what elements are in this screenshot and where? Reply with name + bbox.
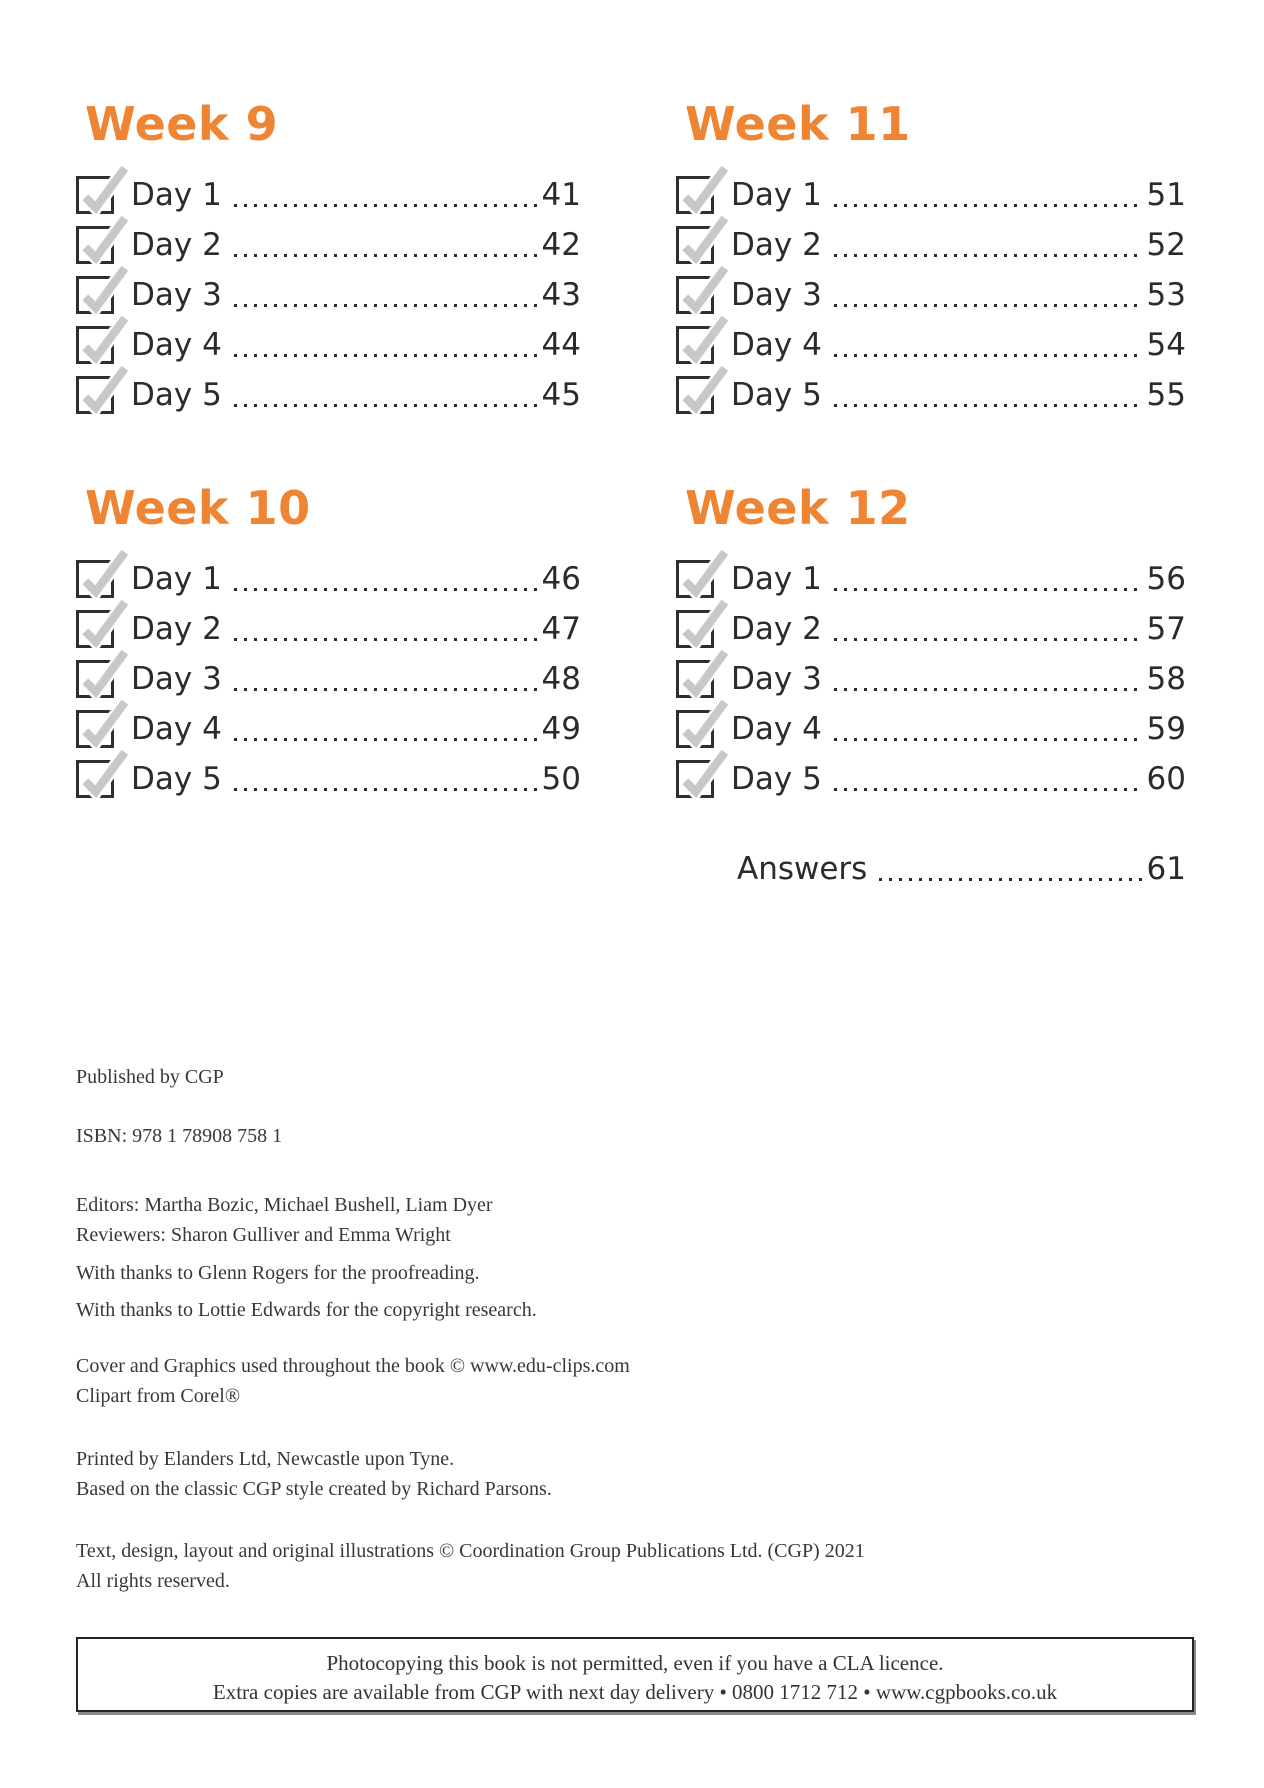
day-label: Day 2 xyxy=(731,227,822,263)
dotted-leader xyxy=(234,354,537,358)
checkbox xyxy=(676,560,714,598)
checkbox xyxy=(676,710,714,748)
dotted-leader xyxy=(834,788,1142,792)
extra-copies-line: Extra copies are available from CGP with next day delivery • 0800 1712 712 • www.cgpbooks.co.uk xyxy=(212,1680,1058,1704)
page-number: 47 xyxy=(541,611,581,647)
check-icon xyxy=(78,264,128,314)
dotted-leader xyxy=(834,254,1142,258)
published-line: Published by CGP xyxy=(76,1066,224,1088)
checkbox xyxy=(76,610,114,648)
checkbox xyxy=(76,176,114,214)
check-icon xyxy=(678,314,728,364)
thanks-copyright-line: With thanks to Lottie Edwards for the copyright research. xyxy=(76,1299,537,1321)
week-section xyxy=(76,98,581,420)
checkbox xyxy=(676,760,714,798)
day-label: Day 1 xyxy=(131,561,222,597)
day-label: Day 4 xyxy=(131,711,222,747)
checkbox xyxy=(76,660,114,698)
rights-line: All rights reserved. xyxy=(76,1570,230,1592)
toc-row xyxy=(676,654,1186,704)
page-number: 48 xyxy=(541,661,581,697)
toc-row xyxy=(76,270,581,320)
based-on-line: Based on the classic CGP style created by Richard Parsons. xyxy=(76,1478,552,1500)
toc-row xyxy=(676,604,1186,654)
toc-row xyxy=(676,554,1186,604)
week-rows xyxy=(76,554,581,804)
toc-row xyxy=(76,370,581,420)
toc-row xyxy=(676,704,1186,754)
week-rows xyxy=(676,170,1186,420)
dotted-leader xyxy=(234,254,537,258)
dotted-leader xyxy=(234,404,537,408)
thanks-proofreading-line: With thanks to Glenn Rogers for the proofreading. xyxy=(76,1262,480,1284)
toc-row xyxy=(76,704,581,754)
day-label: Day 3 xyxy=(731,277,822,313)
toc-row xyxy=(76,604,581,654)
check-icon xyxy=(78,548,128,598)
day-label: Day 1 xyxy=(731,561,822,597)
week-section xyxy=(676,482,1186,804)
toc-column-left xyxy=(76,98,581,804)
check-icon xyxy=(678,264,728,314)
dotted-leader xyxy=(234,588,537,592)
check-icon xyxy=(678,598,728,648)
checkbox xyxy=(676,176,714,214)
cover-credit-line: Cover and Graphics used throughout the book © www.edu-clips.com xyxy=(76,1355,630,1377)
toc-row xyxy=(76,170,581,220)
page-number: 51 xyxy=(1146,177,1186,213)
check-icon xyxy=(78,698,128,748)
checkbox xyxy=(76,326,114,364)
page-number: 50 xyxy=(541,761,581,797)
page-number: 45 xyxy=(541,377,581,413)
checkbox xyxy=(676,226,714,264)
page-number: 54 xyxy=(1146,327,1186,363)
toc-row xyxy=(676,320,1186,370)
checkbox xyxy=(76,710,114,748)
day-label: Day 5 xyxy=(131,377,222,413)
dotted-leader xyxy=(234,638,537,642)
page-number: 56 xyxy=(1146,561,1186,597)
clipart-credit-line: Clipart from Corel® xyxy=(76,1385,241,1407)
check-icon xyxy=(678,164,728,214)
dotted-leader xyxy=(834,588,1142,592)
day-label: Day 3 xyxy=(131,277,222,313)
day-label: Day 2 xyxy=(131,227,222,263)
dotted-leader xyxy=(879,878,1141,882)
checkbox xyxy=(76,226,114,264)
day-label: Day 5 xyxy=(731,377,822,413)
check-icon xyxy=(78,164,128,214)
day-label: Day 4 xyxy=(731,327,822,363)
check-icon xyxy=(678,214,728,264)
page-number: 53 xyxy=(1146,277,1186,313)
dotted-leader xyxy=(234,738,537,742)
page-number: 57 xyxy=(1146,611,1186,647)
page-number: 55 xyxy=(1146,377,1186,413)
page-number: 46 xyxy=(541,561,581,597)
checkbox xyxy=(676,326,714,364)
week-title: Week 12 xyxy=(685,481,911,535)
toc-row xyxy=(676,370,1186,420)
check-icon xyxy=(78,214,128,264)
day-label: Day 3 xyxy=(131,661,222,697)
day-label: Day 2 xyxy=(131,611,222,647)
editors-line: Editors: Martha Bozic, Michael Bushell, Liam Dyer xyxy=(76,1194,493,1216)
dotted-leader xyxy=(834,404,1142,408)
dotted-leader xyxy=(234,788,537,792)
page-number: 42 xyxy=(541,227,581,263)
toc-row xyxy=(76,654,581,704)
check-icon xyxy=(678,748,728,798)
page-number: 61 xyxy=(1146,851,1186,887)
reviewers-line: Reviewers: Sharon Gulliver and Emma Wright xyxy=(76,1224,451,1246)
page-number: 52 xyxy=(1146,227,1186,263)
check-icon xyxy=(678,648,728,698)
dotted-leader xyxy=(834,304,1142,308)
day-label: Day 1 xyxy=(131,177,222,213)
page-number: 60 xyxy=(1146,761,1186,797)
checkbox xyxy=(76,560,114,598)
toc-row xyxy=(76,554,581,604)
toc-row xyxy=(76,320,581,370)
dotted-leader xyxy=(234,304,537,308)
week-section xyxy=(676,98,1186,420)
weeks-slot-left xyxy=(76,98,581,804)
page-number: 43 xyxy=(541,277,581,313)
day-label: Day 4 xyxy=(731,711,822,747)
checkbox xyxy=(676,376,714,414)
checkbox xyxy=(76,760,114,798)
checkbox xyxy=(76,276,114,314)
isbn-line: ISBN: 978 1 78908 758 1 xyxy=(76,1125,283,1147)
toc-row xyxy=(76,754,581,804)
day-label: Day 5 xyxy=(731,761,822,797)
check-icon xyxy=(78,598,128,648)
week-rows xyxy=(676,554,1186,804)
answers-row xyxy=(676,844,1186,894)
check-icon xyxy=(78,648,128,698)
page-number: 59 xyxy=(1146,711,1186,747)
toc-row xyxy=(676,270,1186,320)
dotted-leader xyxy=(834,638,1142,642)
dotted-leader xyxy=(834,204,1142,208)
day-label: Day 4 xyxy=(131,327,222,363)
weeks-slot-right xyxy=(676,98,1186,804)
day-label: Day 3 xyxy=(731,661,822,697)
day-label: Day 1 xyxy=(731,177,822,213)
photocopying-notice-box xyxy=(76,1637,1194,1712)
dotted-leader xyxy=(234,204,537,208)
week-title: Week 11 xyxy=(685,97,911,151)
colophon xyxy=(76,1062,1196,1596)
check-icon xyxy=(78,364,128,414)
page-number: 58 xyxy=(1146,661,1186,697)
week-rows xyxy=(76,170,581,420)
dotted-leader xyxy=(834,738,1142,742)
check-icon xyxy=(78,314,128,364)
checkbox xyxy=(676,276,714,314)
check-icon xyxy=(678,364,728,414)
toc-row xyxy=(676,220,1186,270)
week-title: Week 10 xyxy=(85,481,311,535)
toc-row xyxy=(676,754,1186,804)
week-section xyxy=(76,482,581,804)
day-label: Day 5 xyxy=(131,761,222,797)
copyright-line: Text, design, layout and original illustrations © Coordination Group Publications Ltd. (CGP) 2021 xyxy=(76,1540,865,1562)
day-label: Day 2 xyxy=(731,611,822,647)
page-number: 44 xyxy=(541,327,581,363)
week-title: Week 9 xyxy=(85,97,279,151)
checkbox xyxy=(676,660,714,698)
printed-line: Printed by Elanders Ltd, Newcastle upon Tyne. xyxy=(76,1448,455,1470)
answers-label: Answers xyxy=(737,851,868,887)
dotted-leader xyxy=(834,688,1142,692)
check-icon xyxy=(678,548,728,598)
photocopying-line: Photocopying this book is not permitted, even if you have a CLA licence. xyxy=(326,1651,944,1675)
page-number: 41 xyxy=(541,177,581,213)
toc-row xyxy=(76,220,581,270)
checkbox xyxy=(76,376,114,414)
dotted-leader xyxy=(834,354,1142,358)
toc-column-right xyxy=(676,98,1186,894)
check-icon xyxy=(78,748,128,798)
check-icon xyxy=(678,698,728,748)
checkbox xyxy=(676,610,714,648)
page-number: 49 xyxy=(541,711,581,747)
toc-row xyxy=(676,170,1186,220)
dotted-leader xyxy=(234,688,537,692)
